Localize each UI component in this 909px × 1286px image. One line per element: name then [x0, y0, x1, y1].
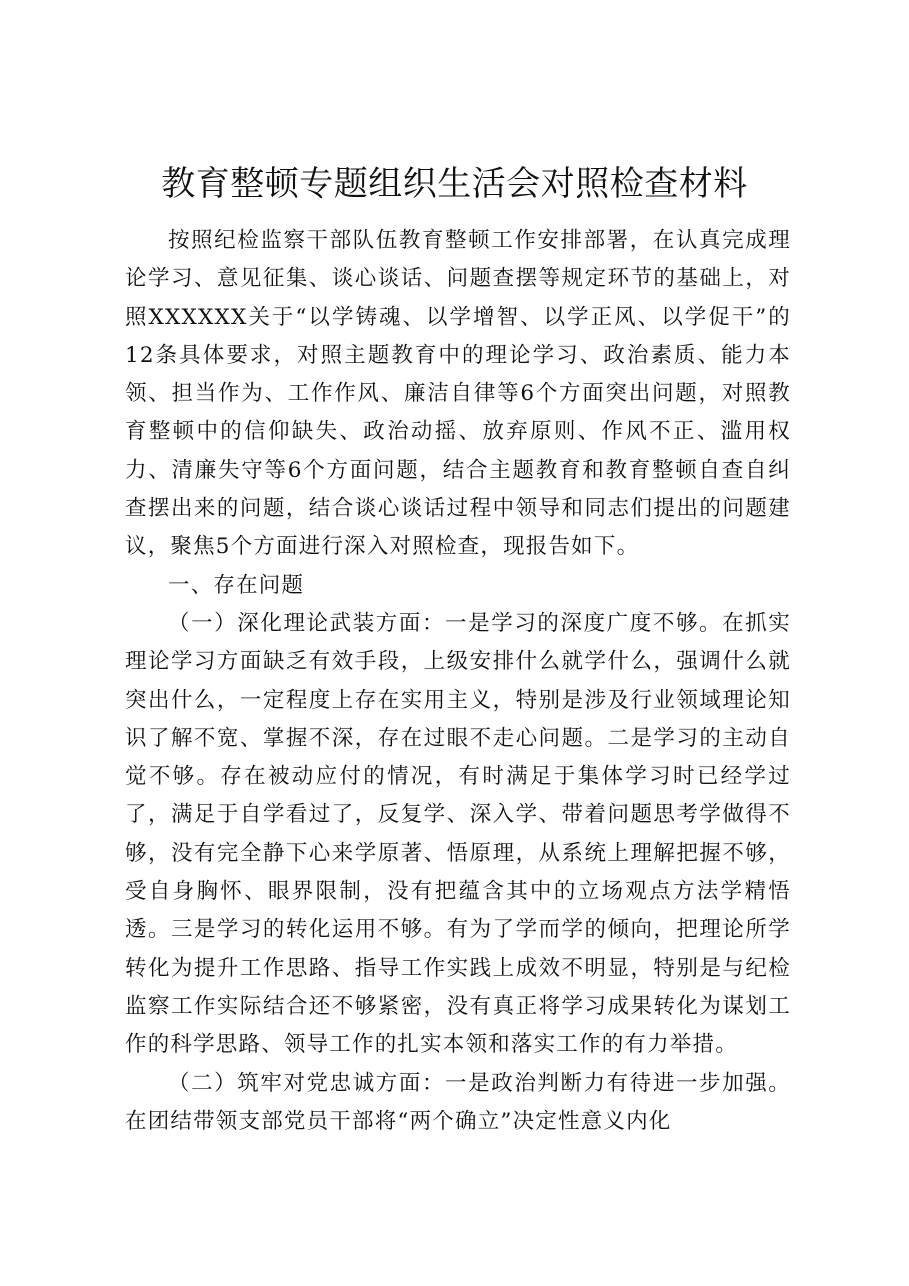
document-title: 教育整顿专题组织生活会对照检查材料	[161, 164, 748, 204]
intro-paragraph: 按照纪检监察干部队伍教育整顿工作安排部署，在认真完成理论学习、意见征集、谈心谈话、问题查摆等规定环节的基础上，对照XXXXXX关于“以学铸魂、以学增智、以学正风、以学促干”的12条具体要求，对照主题教育中的理论学习、政治素质、能力本领、担当作为、工作作风、廉洁自律等6个方面突出问题，对照教育整顿中的信仰缺失、政治动摇、放弃原则、作风不正、滥用权力、清廉失守等6个方面问题，结合主题教育和教育整顿自查自纠查摆出来的问题，结合谈心谈话过程中领导和同志们提出的问题建议，聚焦5个方面进行深入对照检查，现报告如下。	[125, 228, 791, 560]
party-loyalty-paragraph: （二）筑牢对党忠诚方面：一是政治判断力有待进一步加强。在团结带领支部党员干部将“两个确立”决定性意义内化	[125, 1070, 791, 1134]
theory-armament-paragraph: （一）深化理论武装方面：一是学习的深度广度不够。在抓实理论学习方面缺乏有效手段，上级安排什么就学什么，强调什么就突出什么，一定程度上存在实用主义，特别是涉及行业领域理论知识了解不宽、掌握不深，存在过眼不走心问题。二是学习的主动自觉不够。存在被动应付的情况，有时满足于集体学习时已经学过了，满足于自学看过了，反复学、深入学、带着问题思考学做得不够，没有完全静下心来学原著、悟原理，从系统上理解把握不够，受自身胸怀、眼界限制，没有把蕴含其中的立场观点方法学精悟透。三是学习的转化运用不够。有为了学而学的倾向，把理论所学转化为提升工作思路、指导工作实践上成效不明显，特别是与纪检监察工作实际结合还不够紧密，没有真正将学习成果转化为谋划工作的科学思路、领导工作的扎实本领和落实工作的有力举措。	[125, 610, 791, 1058]
document-body	[125, 222, 791, 1141]
section-heading-existing-problems: 一、存在问题	[168, 572, 305, 598]
